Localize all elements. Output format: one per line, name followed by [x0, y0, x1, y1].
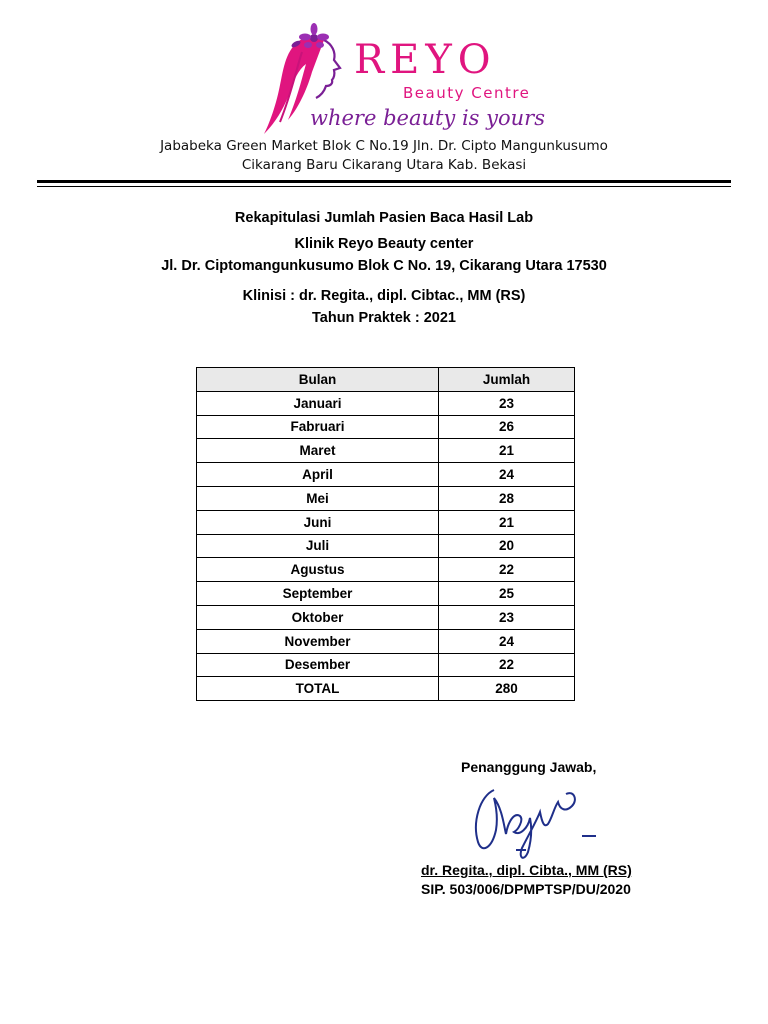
count-cell: 22 — [439, 558, 575, 582]
month-cell: Juni — [197, 510, 439, 534]
month-cell: Fabruari — [197, 415, 439, 439]
count-cell: 21 — [439, 439, 575, 463]
table-row — [197, 558, 575, 582]
month-cell: Mei — [197, 486, 439, 510]
table-row — [197, 629, 575, 653]
month-cell: Agustus — [197, 558, 439, 582]
month-cell: Oktober — [197, 605, 439, 629]
count-cell: 23 — [439, 391, 575, 415]
header-count: Jumlah — [439, 368, 575, 392]
table-row — [197, 582, 575, 606]
clinic-name: Klinik Reyo Beauty center — [294, 236, 474, 252]
address-line-1: Jababeka Green Market Blok C No.19 Jln. Dr. Cipto Mangunkusumo — [160, 138, 608, 154]
count-cell: 23 — [439, 605, 575, 629]
table-row — [197, 653, 575, 677]
report-title: Rekapitulasi Jumlah Pasien Baca Hasil Lab — [234, 210, 534, 226]
month-cell: November — [197, 629, 439, 653]
letterhead — [0, 0, 768, 200]
table-row — [197, 391, 575, 415]
clinic-address: Jl. Dr. Ciptomangunkusumo Blok C No. 19, Cikarang Utara 17530 — [161, 258, 607, 274]
table-row — [197, 534, 575, 558]
count-cell: 28 — [439, 486, 575, 510]
brand-subtitle: Beauty Centre — [403, 84, 531, 102]
signature-title: Penanggung Jawab, — [461, 759, 597, 775]
month-cell: Januari — [197, 391, 439, 415]
brand-name: REYO — [354, 37, 497, 83]
table-header-row — [197, 368, 575, 392]
signatory-sip: SIP. 503/006/DPMPTSP/DU/2020 — [421, 881, 631, 897]
table-row — [197, 439, 575, 463]
clinician-name: Klinisi : dr. Regita., dipl. Cibtac., MM (RS) — [242, 288, 526, 304]
count-cell: 24 — [439, 463, 575, 487]
letterhead-divider-thin — [37, 186, 731, 187]
table-row — [197, 605, 575, 629]
recap-table — [196, 367, 575, 701]
count-cell: 26 — [439, 415, 575, 439]
table-row — [197, 486, 575, 510]
table-row — [197, 463, 575, 487]
letterhead-divider-thick — [37, 180, 731, 183]
header-month: Bulan — [197, 368, 439, 392]
month-cell: Desember — [197, 653, 439, 677]
handwritten-signature-icon — [462, 778, 612, 868]
month-cell: Maret — [197, 439, 439, 463]
address-line-2: Cikarang Baru Cikarang Utara Kab. Bekasi — [241, 157, 527, 173]
count-cell: 22 — [439, 653, 575, 677]
table-row — [197, 510, 575, 534]
month-cell: April — [197, 463, 439, 487]
count-cell: 21 — [439, 510, 575, 534]
signatory-name: dr. Regita., dipl. Cibta., MM (RS) — [421, 862, 632, 878]
month-cell: September — [197, 582, 439, 606]
month-cell: Juli — [197, 534, 439, 558]
count-cell: 20 — [439, 534, 575, 558]
table-total-row — [197, 677, 575, 701]
total-label: TOTAL — [197, 677, 439, 701]
count-cell: 25 — [439, 582, 575, 606]
table-row — [197, 415, 575, 439]
total-value: 280 — [439, 677, 575, 701]
count-cell: 24 — [439, 629, 575, 653]
practice-year: Tahun Praktek : 2021 — [312, 310, 456, 326]
brand-tagline: where beauty is yours — [310, 106, 545, 130]
